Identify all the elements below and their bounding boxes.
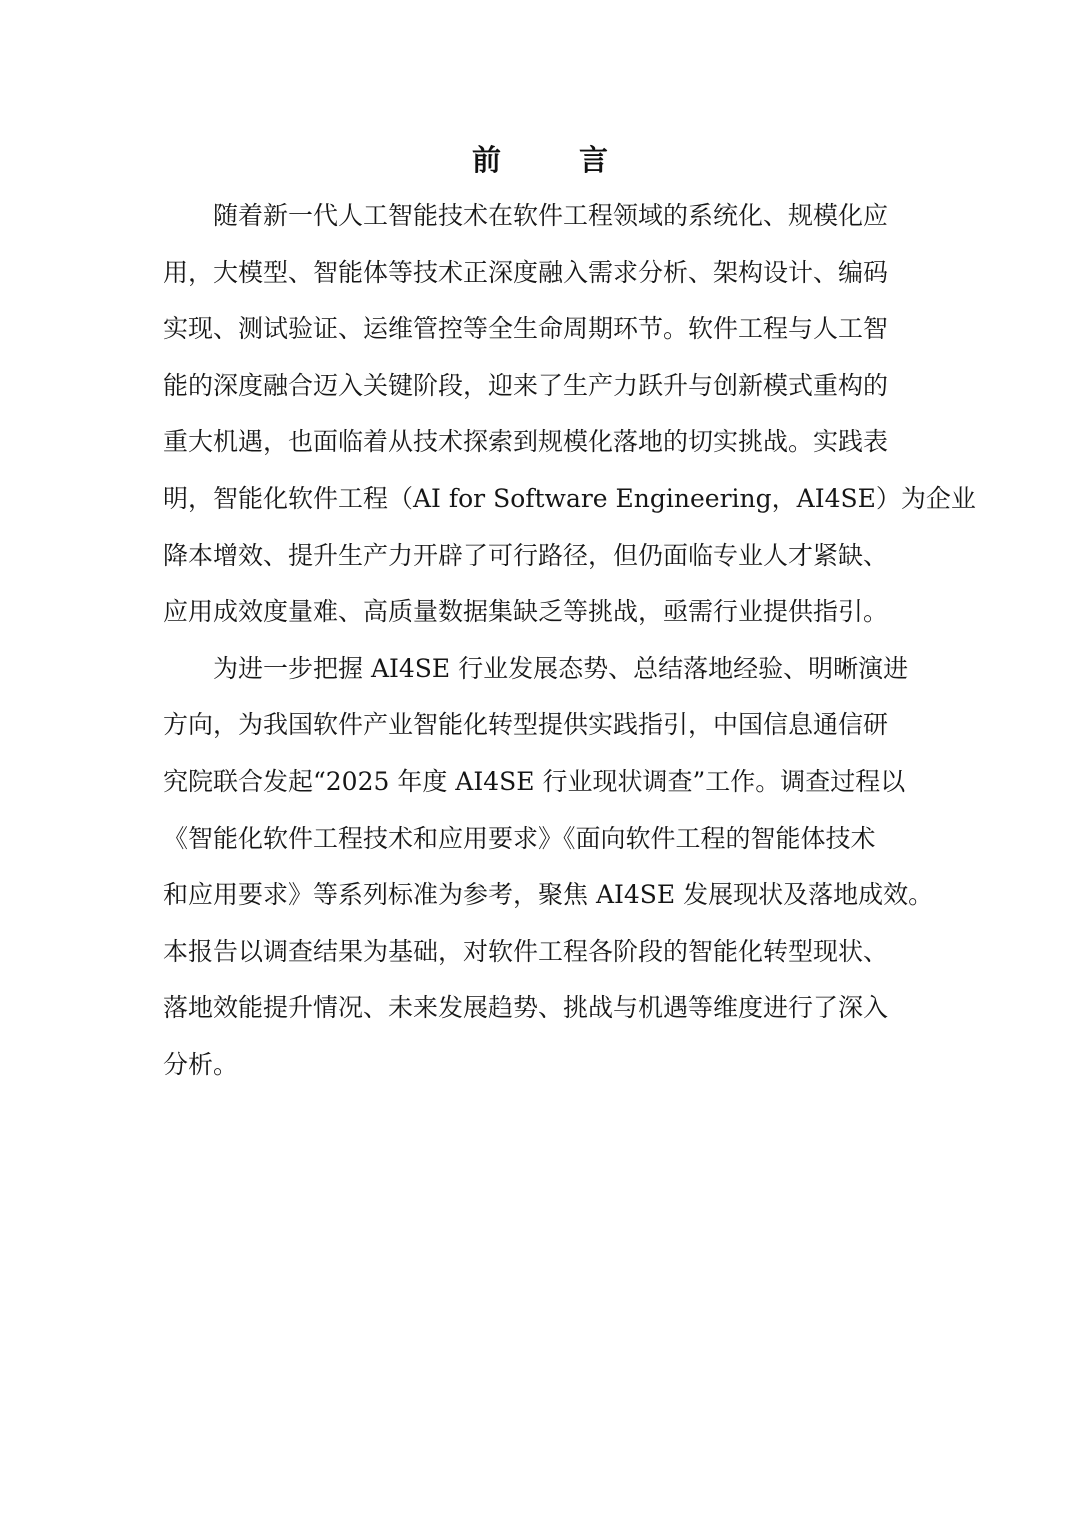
text-line: 用，大模型、智能体等技术正深度融入需求分析、架构设计、编码: [163, 257, 889, 287]
text-line: 究院联合发起“2025 年度 AI4SE 行业现状调查”工作。调查过程以: [163, 766, 906, 796]
paragraph-2: [163, 641, 934, 1094]
text-line: 能的深度融合迈入关键阶段，迎来了生产力跃升与创新模式重构的: [163, 370, 889, 400]
text-line: 落地效能提升情况、未来发展趋势、挑战与机遇等维度进行了深入: [163, 993, 889, 1023]
text-line: 分析。: [163, 1049, 239, 1079]
text-line: 随着新一代人工智能技术在软件工程领域的系统化、规模化应: [213, 201, 889, 230]
text-line: 明，智能化软件工程（AI for Software Engineering，AI4SE）为企业: [163, 483, 976, 513]
text-line: 方向，为我国软件产业智能化转型提供实践指引，中国信息通信研: [163, 710, 889, 740]
document-body: [163, 188, 976, 1094]
text-line: 本报告以调查结果为基础，对软件工程各阶段的智能化转型现状、: [163, 936, 889, 966]
text-line: 重大机遇，也面临着从技术探索到规模化落地的切实挑战。实践表: [163, 427, 889, 457]
text-line: 应用成效度量难、高质量数据集缺乏等挑战，亟需行业提供指引。: [163, 597, 889, 627]
text-line: 为进一步把握 AI4SE 行业发展态势、总结落地经验、明晰演进: [213, 653, 909, 683]
text-line: 和应用要求》等系列标准为参考，聚焦 AI4SE 发展现状及落地成效。: [163, 880, 934, 910]
text-line: 《智能化软件工程技术和应用要求》《面向软件工程的智能体技术: [163, 823, 876, 853]
text-line: 实现、测试验证、运维管控等全生命周期环节。软件工程与人工智: [163, 314, 889, 344]
text-line: 降本增效、提升生产力开辟了可行路径，但仍面临专业人才紧缺、: [163, 540, 889, 570]
page-title: 前 言: [471, 143, 643, 177]
paragraph-1: [163, 188, 976, 641]
